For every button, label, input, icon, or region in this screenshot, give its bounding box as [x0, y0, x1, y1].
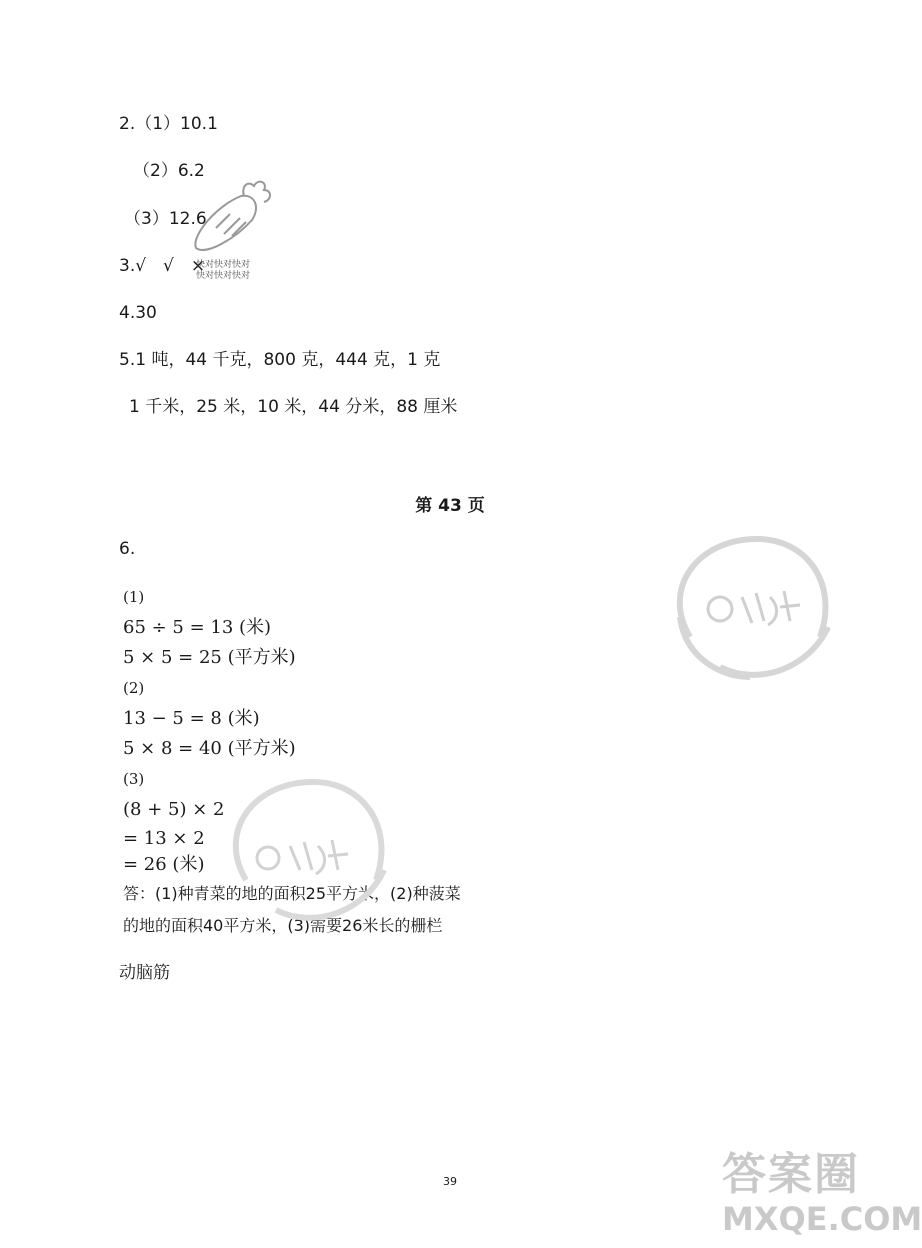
seal-watermark-icon: [660, 527, 840, 687]
q6-line-10: = 26 (米): [123, 854, 205, 875]
q6-line-8: (8 + 5) × 2: [123, 799, 225, 820]
corner-logo-text: 答案圈: [722, 1149, 860, 1200]
page-number: 39: [443, 1175, 457, 1188]
q6-line-3: 5 × 5 = 25 (平方米): [123, 647, 296, 668]
seal-watermark-icon-2: [216, 770, 396, 930]
q6-line-7: (3): [123, 770, 145, 788]
answer-q6-label: 6.: [119, 539, 136, 559]
carrot-watermark-icon: [186, 176, 276, 256]
q6-line-4: (2): [123, 679, 145, 697]
watermark-small-text-2: 快对快对快对: [196, 271, 251, 281]
q6-line-2: 65 ÷ 5 = 13 (米): [123, 617, 272, 638]
answer-q4: 4.30: [119, 303, 157, 323]
q6-line-5: 13 − 5 = 8 (米): [123, 708, 260, 729]
answer-q5-line2: 1 千米，25 米，10 米，44 分米，88 厘米: [129, 397, 458, 417]
q6-line-6: 5 × 8 = 40 (平方米): [123, 738, 296, 759]
answer-q2-2: （2）6.2: [133, 161, 205, 181]
corner-logo-url: MXQE.COM: [722, 1200, 922, 1238]
brain-teaser-heading: 动脑筋: [119, 963, 170, 983]
answer-q2-3: （3）12.6: [124, 209, 207, 229]
watermark-small-text-1: 快对快对快对: [196, 260, 251, 270]
answer-q5-line1: 5.1 吨，44 千克，800 克，444 克，1 克: [119, 350, 441, 370]
q6-line-9: = 13 × 2: [123, 828, 205, 849]
section-heading: 第 43 页: [415, 496, 485, 516]
q6-answer-line2: 的地的面积40平方米，(3)需要26米长的栅栏: [123, 916, 443, 935]
answer-q3: 3.√ √ ×: [119, 256, 206, 276]
corner-logo-watermark: [722, 1149, 922, 1242]
q6-line-1: (1): [123, 588, 145, 606]
answer-q2-1: 2.（1）10.1: [119, 114, 218, 134]
q6-answer-line1: 答：(1)种青菜的地的面积25平方米，(2)种菠菜: [123, 884, 461, 903]
